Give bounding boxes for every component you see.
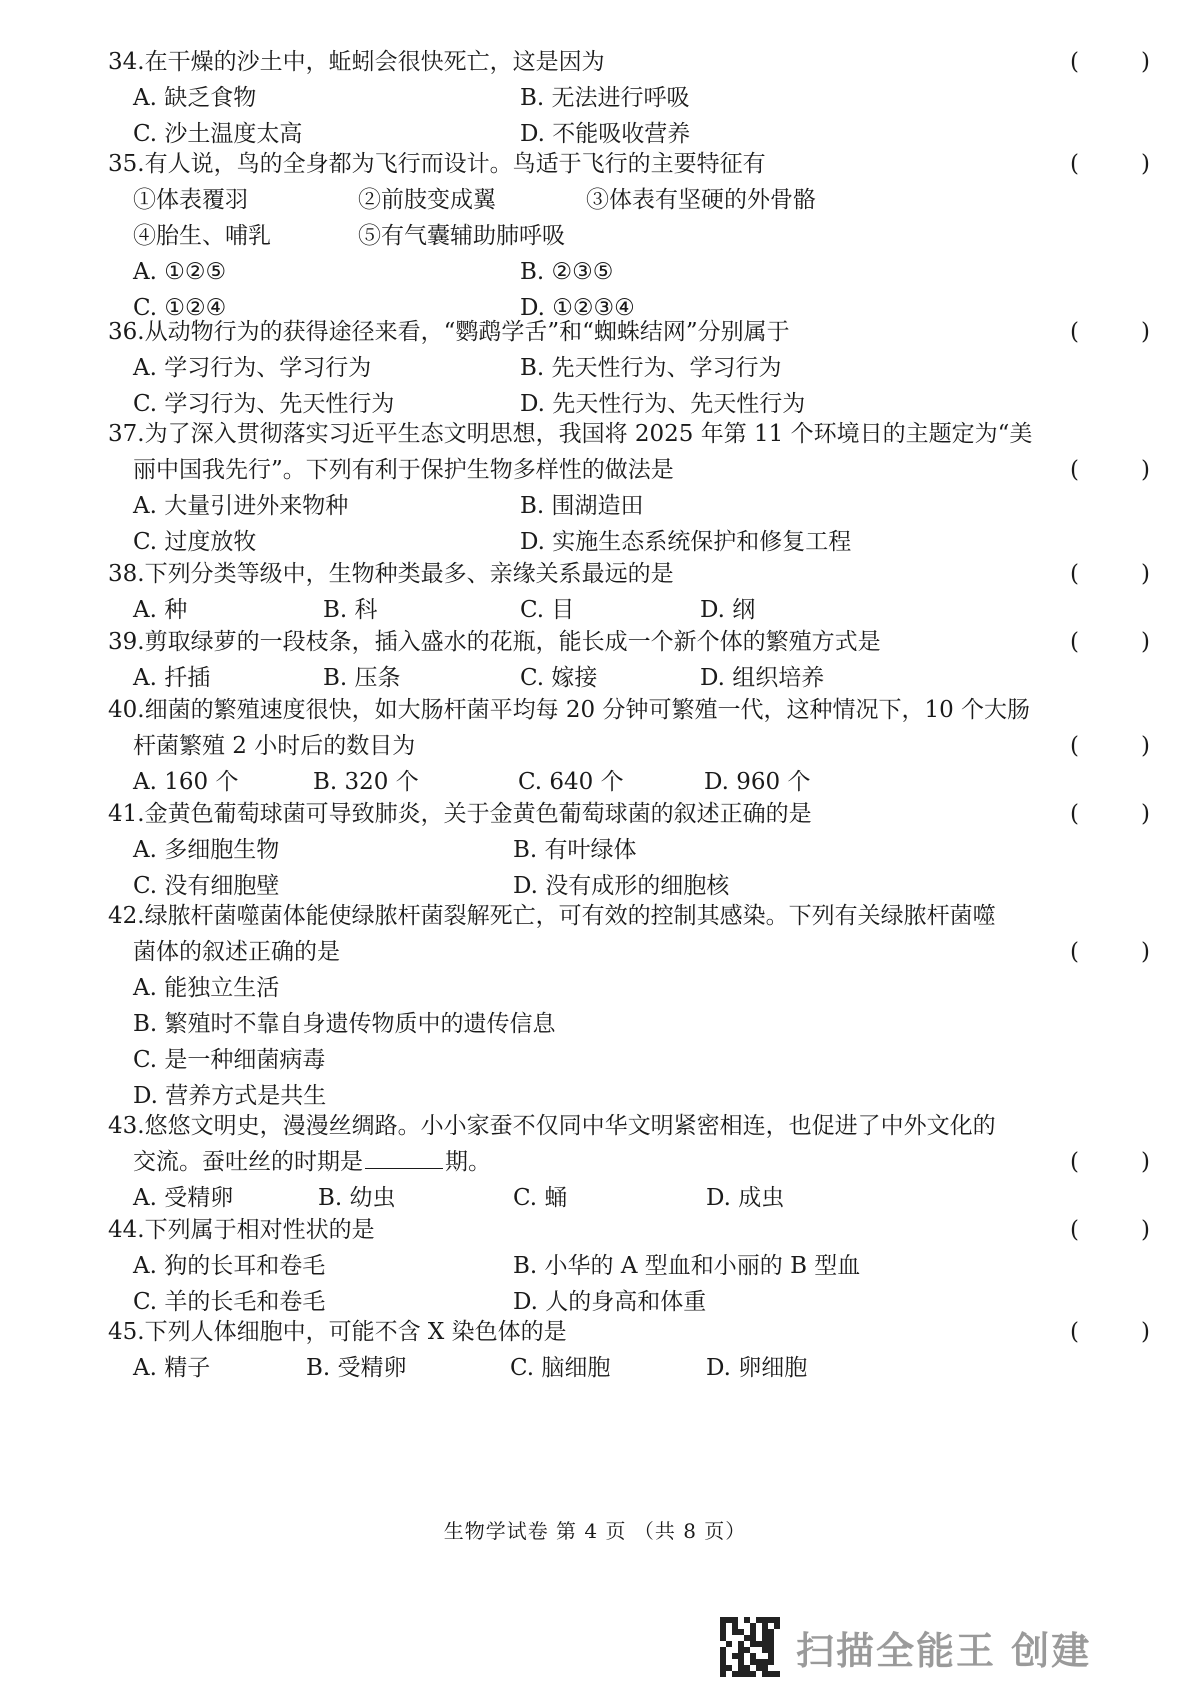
question-stem: 悠悠文明史，漫漫丝绸路。小小家蚕不仅同中华文明紧密相连，也促进了中外文化的: [144, 1113, 996, 1139]
statement-3: ③体表有坚硬的外骨骼: [586, 187, 816, 213]
watermark-text: 扫描全能王 创建: [796, 1628, 1092, 1673]
option-b[interactable]: B. ②③⑤: [520, 259, 614, 285]
question-number: 44.: [108, 1217, 145, 1243]
option-b[interactable]: B. 无法进行呼吸: [520, 85, 690, 111]
option-d[interactable]: D. 实施生态系统保护和修复工程: [520, 529, 852, 555]
option-c[interactable]: C. 沙土温度太高: [133, 121, 303, 147]
option-c[interactable]: C. 过度放牧: [133, 529, 257, 555]
question-stem: 下列人体细胞中，可能不含 X 染色体的是: [144, 1319, 567, 1345]
question-stem-continued: 丽中国我先行”。下列有利于保护生物多样性的做法是: [133, 457, 674, 483]
question-41: [108, 796, 1150, 904]
option-c[interactable]: C. ①②④: [133, 295, 227, 321]
option-b[interactable]: B. 先天性行为、学习行为: [520, 355, 782, 381]
question-stem: 在干燥的沙土中，蚯蚓会很快死亡，这是因为: [144, 49, 605, 75]
option-a[interactable]: A. ①②⑤: [133, 259, 227, 285]
statement-1: ①体表覆羽: [133, 187, 248, 213]
question-stem: 下列分类等级中，生物种类最多、亲缘关系最远的是: [144, 561, 674, 587]
question-35: [108, 146, 1150, 326]
question-stem: 有人说，鸟的全身都为飞行而设计。鸟适于飞行的主要特征有: [144, 151, 766, 177]
option-d[interactable]: D. 先天性行为、先天性行为: [520, 391, 806, 417]
answer-bracket[interactable]: ( ): [1070, 939, 1150, 965]
answer-bracket[interactable]: ( ): [1070, 151, 1150, 177]
question-34: [108, 44, 1150, 152]
option-c[interactable]: C. 学习行为、先天性行为: [133, 391, 395, 417]
option-b[interactable]: B. 繁殖时不靠自身遗传物质中的遗传信息: [133, 1011, 556, 1037]
question-stem-continued: 菌体的叙述正确的是: [133, 939, 340, 965]
question-number: 36.: [108, 319, 145, 345]
question-stem: 下列属于相对性状的是: [144, 1217, 375, 1243]
option-c[interactable]: C. 没有细胞壁: [133, 873, 280, 899]
statement-4: ④胎生、哺乳: [133, 223, 271, 249]
question-number: 38.: [108, 561, 145, 587]
option-d[interactable]: D. 人的身高和体重: [513, 1289, 707, 1315]
question-42: [108, 898, 1150, 1114]
option-a[interactable]: A. 学习行为、学习行为: [133, 355, 372, 381]
answer-bracket[interactable]: ( ): [1070, 1149, 1150, 1175]
question-45: [108, 1314, 1150, 1386]
statement-2: ②前肢变成翼: [358, 187, 496, 213]
option-a[interactable]: A. 能独立生活: [133, 975, 280, 1001]
question-number: 35.: [108, 151, 145, 177]
answer-bracket[interactable]: ( ): [1070, 1319, 1150, 1345]
question-stem-continued: 交流。蚕吐丝的时期是: [133, 1149, 363, 1175]
option-a[interactable]: A. 多细胞生物: [133, 837, 280, 863]
option-d[interactable]: D. 成虫: [706, 1185, 785, 1211]
answer-bracket[interactable]: ( ): [1070, 801, 1150, 827]
question-number: 42.: [108, 903, 145, 929]
option-b[interactable]: B. 幼虫: [318, 1185, 396, 1211]
statement-5: ⑤有气囊辅助肺呼吸: [358, 223, 565, 249]
option-d[interactable]: D. ①②③④: [520, 295, 635, 321]
question-stem-continued: 杆菌繁殖 2 小时后的数目为: [133, 733, 416, 759]
option-a[interactable]: A. 狗的长耳和卷毛: [133, 1253, 326, 1279]
question-number: 39.: [108, 629, 145, 655]
option-b[interactable]: B. 围湖造田: [520, 493, 644, 519]
option-c[interactable]: C. 羊的长毛和卷毛: [133, 1289, 326, 1315]
question-stem: 金黄色葡萄球菌可导致肺炎，关于金黄色葡萄球菌的叙述正确的是: [144, 801, 812, 827]
option-c[interactable]: C. 嫁接: [520, 665, 598, 691]
question-stem: 为了深入贯彻落实习近平生态文明思想，我国将 2025 年第 11 个环境日的主题定为“美: [144, 421, 1033, 447]
question-number: 45.: [108, 1319, 145, 1345]
question-38: [108, 556, 1150, 628]
option-d[interactable]: D. 卵细胞: [706, 1355, 808, 1381]
option-a[interactable]: A. 受精卵: [133, 1185, 234, 1211]
option-b[interactable]: B. 压条: [323, 665, 401, 691]
option-a[interactable]: A. 大量引进外来物种: [133, 493, 349, 519]
option-c[interactable]: C. 脑细胞: [510, 1355, 611, 1381]
question-stem: 从动物行为的获得途径来看，“鹦鹉学舌”和“蜘蛛结网”分别属于: [144, 319, 790, 345]
option-c[interactable]: C. 640 个: [518, 769, 624, 795]
option-c[interactable]: C. 目: [520, 597, 575, 623]
option-a[interactable]: A. 缺乏食物: [133, 85, 257, 111]
question-43: [108, 1108, 1150, 1216]
question-number: 34.: [108, 49, 145, 75]
question-number: 37.: [108, 421, 145, 447]
option-d[interactable]: D. 不能吸收营养: [520, 121, 691, 147]
question-stem: 细菌的繁殖速度很快，如大肠杆菌平均每 20 分钟可繁殖一代，这种情况下，10 个大肠: [144, 697, 1031, 723]
answer-bracket[interactable]: ( ): [1070, 733, 1150, 759]
question-number: 43.: [108, 1113, 145, 1139]
option-d[interactable]: D. 营养方式是共生: [133, 1083, 327, 1109]
option-b[interactable]: B. 有叶绿体: [513, 837, 637, 863]
answer-bracket[interactable]: ( ): [1070, 457, 1150, 483]
question-39: [108, 624, 1150, 696]
option-b[interactable]: B. 受精卵: [306, 1355, 407, 1381]
question-stem-suffix: 期。: [445, 1149, 491, 1175]
option-d[interactable]: D. 没有成形的细胞核: [513, 873, 730, 899]
option-d[interactable]: D. 组织培养: [700, 665, 825, 691]
question-stem: 绿脓杆菌噬菌体能使绿脓杆菌裂解死亡，可有效的控制其感染。下列有关绿脓杆菌噬: [144, 903, 996, 929]
question-stem: 剪取绿萝的一段枝条，插入盛水的花瓶，能长成一个新个体的繁殖方式是: [144, 629, 881, 655]
question-44: [108, 1212, 1150, 1320]
option-b[interactable]: B. 小华的 A 型血和小丽的 B 型血: [513, 1253, 861, 1279]
option-a[interactable]: A. 精子: [133, 1355, 211, 1381]
option-a[interactable]: A. 扦插: [133, 665, 211, 691]
qr-code-icon: [720, 1617, 780, 1677]
question-37: [108, 416, 1150, 560]
option-a[interactable]: A. 160 个: [133, 769, 239, 795]
scanner-watermark: [720, 1617, 1091, 1677]
fill-blank[interactable]: [365, 1144, 443, 1169]
question-40: [108, 692, 1150, 800]
option-b[interactable]: B. 科: [323, 597, 378, 623]
option-b[interactable]: B. 320 个: [313, 769, 419, 795]
option-c[interactable]: C. 蛹: [513, 1185, 568, 1211]
page-footer: 生物学试卷 第 4 页 （共 8 页）: [443, 1519, 747, 1543]
option-d[interactable]: D. 960 个: [704, 769, 811, 795]
answer-bracket[interactable]: ( ): [1070, 561, 1150, 587]
answer-bracket[interactable]: ( ): [1070, 629, 1150, 655]
question-36: [108, 314, 1150, 422]
option-a[interactable]: A. 种: [133, 597, 188, 623]
option-c[interactable]: C. 是一种细菌病毒: [133, 1047, 326, 1073]
answer-bracket[interactable]: ( ): [1070, 1217, 1150, 1243]
option-d[interactable]: D. 纲: [700, 597, 756, 623]
answer-bracket[interactable]: ( ): [1070, 319, 1150, 345]
question-number: 40.: [108, 697, 145, 723]
answer-bracket[interactable]: ( ): [1070, 49, 1150, 75]
question-number: 41.: [108, 801, 145, 827]
